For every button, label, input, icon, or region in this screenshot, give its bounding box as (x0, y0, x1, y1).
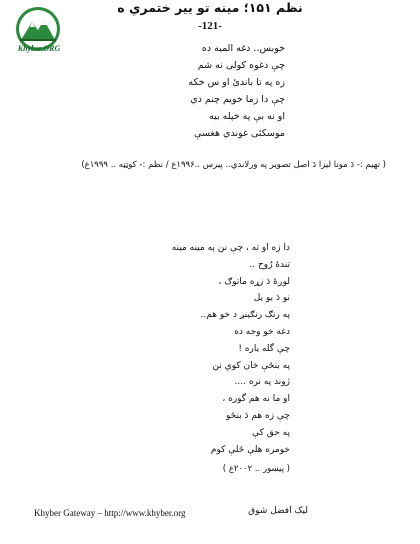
poem-stanza-1 (85, 40, 285, 142)
poem-line: زه په تا باندئ او س خکه (188, 77, 285, 88)
poem-line: دا زه او ته ، چې نن په مینه مینه (171, 243, 290, 253)
poem-line: او نه بې په خپله بیه (209, 111, 285, 122)
poem-line: دغه خو وجه ده (234, 326, 290, 337)
poem-line: خومره هلې ځلې کوم (210, 444, 290, 455)
footer-site-link[interactable]: Khyber Gateway – http://www.khyber.org (34, 508, 186, 518)
poem-line: چې دا زما خویم چنم دي (190, 94, 285, 105)
poem-line: خوبس.. دغه المیه ده (201, 43, 285, 54)
poem-line: چې گله یاره ! (238, 343, 290, 354)
page-number: -121- (198, 20, 222, 32)
poem-line: په حق کې (252, 427, 290, 438)
poem-stanza-2 (70, 240, 290, 458)
poem-line: موسکئی غوندي هغسې (194, 128, 285, 139)
poem-line: او ما نه هم گوره ، (222, 394, 290, 405)
poem-line: چې دغوه کولی نه شم (197, 60, 285, 71)
poem-line: ژوند په نره .... (234, 377, 290, 388)
poem-line: لوږهٔ دَ زړه ماتوګ ، (218, 276, 290, 287)
poem-note-2: ( پیښور .. ۲۰۰۲ع ) (222, 464, 290, 474)
poem-line: نو دَ بو یل (253, 293, 290, 304)
poem-title: نظم ۱۵۱؛ مینه تو ییر ختمري ه (117, 0, 303, 15)
poem-line: تندهٔ رُوح .. (249, 259, 290, 270)
footer-author: لیک افضل شوق (248, 506, 308, 516)
logo-text: Khyber.ORG (17, 44, 61, 53)
poem-line: په رنګ رنګینږ د خو هم.. (200, 310, 290, 321)
poem-line: چې زه هم دَ بنځو (226, 410, 290, 421)
poem-line: په بنځې خان کوې نن (212, 360, 290, 371)
site-logo (8, 6, 68, 62)
poem-note-1: ( تهیم :- دَ مونا لیزا دَ اصل تصویر په ورلاندي.. پیرس ..۱۹۹۶ع / نظم :- کوټټه .. ۱۹۹۹ع) (81, 160, 386, 170)
